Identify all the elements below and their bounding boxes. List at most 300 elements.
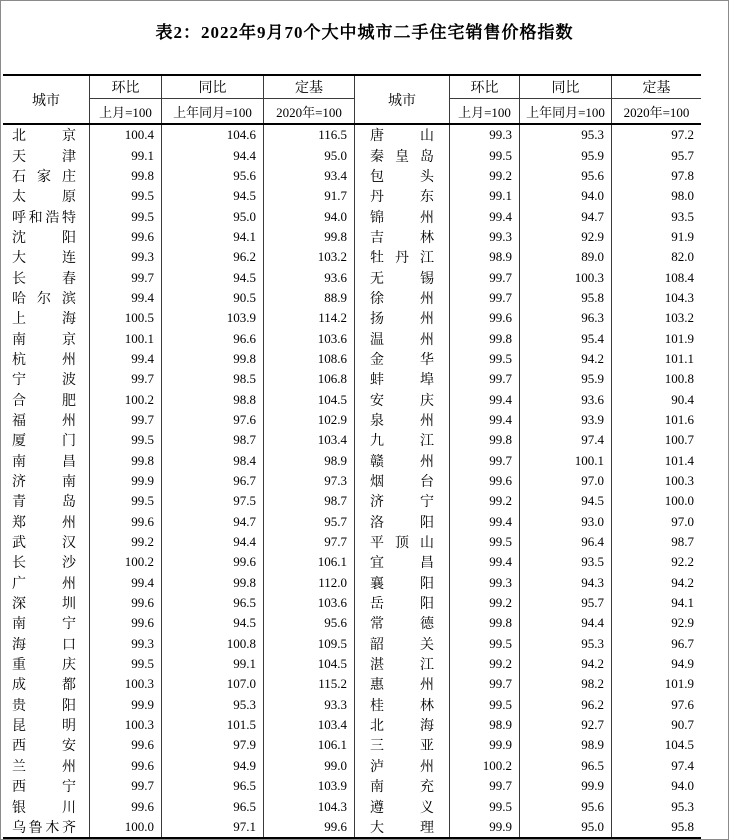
index-value-cell: 96.5 xyxy=(161,796,263,816)
index-value-cell: 99.7 xyxy=(89,776,161,796)
index-value-cell: 103.2 xyxy=(611,308,701,328)
city-cell xyxy=(354,674,449,694)
city-cell xyxy=(354,776,449,796)
city-cell xyxy=(354,654,449,674)
index-value-cell: 95.3 xyxy=(519,125,611,145)
city-name: 泉 州 xyxy=(370,413,434,429)
index-value-cell: 94.1 xyxy=(611,593,701,613)
index-value-cell: 104.3 xyxy=(263,796,354,816)
index-value-cell: 98.9 xyxy=(519,735,611,755)
index-value-cell: 95.7 xyxy=(611,145,701,165)
header-fixedbase-right: 定基 xyxy=(611,76,701,99)
index-value-cell: 104.5 xyxy=(263,654,354,674)
index-value-cell: 93.5 xyxy=(519,552,611,572)
city-cell xyxy=(354,817,449,837)
index-value-cell: 97.0 xyxy=(519,471,611,491)
index-value-cell: 100.8 xyxy=(161,634,263,654)
city-name: 合 肥 xyxy=(12,393,76,409)
index-value-cell: 98.7 xyxy=(611,532,701,552)
index-value-cell: 99.5 xyxy=(449,634,519,654)
city-name: 北 京 xyxy=(12,129,76,145)
subheader-yoy-base-left: 上年同月=100 xyxy=(161,99,263,123)
city-name: 洛 阳 xyxy=(370,515,434,531)
index-value-cell: 96.7 xyxy=(611,634,701,654)
index-value-cell: 97.4 xyxy=(519,430,611,450)
city-name: 平 顶 山 xyxy=(370,536,434,552)
index-value-cell: 99.7 xyxy=(449,267,519,287)
index-value-cell: 99.8 xyxy=(263,227,354,247)
index-value-cell: 100.7 xyxy=(611,430,701,450)
index-value-cell: 100.3 xyxy=(519,267,611,287)
index-value-cell: 97.0 xyxy=(611,512,701,532)
index-value-cell: 95.4 xyxy=(519,328,611,348)
city-name: 安 庆 xyxy=(370,393,434,409)
index-value-cell: 98.7 xyxy=(161,430,263,450)
city-name: 上 海 xyxy=(12,312,76,328)
subheader-yoy-base-right: 上年同月=100 xyxy=(519,99,611,123)
city-name: 温 州 xyxy=(370,332,434,348)
index-value-cell: 89.0 xyxy=(519,247,611,267)
index-value-cell: 99.5 xyxy=(89,206,161,226)
index-value-cell: 100.2 xyxy=(89,389,161,409)
city-name: 韶 关 xyxy=(370,637,434,653)
index-value-cell: 104.6 xyxy=(161,125,263,145)
city-cell xyxy=(3,451,89,471)
header-mom-right: 环比 xyxy=(449,76,519,99)
city-cell xyxy=(354,552,449,572)
city-name: 丹 东 xyxy=(370,190,434,206)
city-cell xyxy=(3,715,89,735)
city-name: 贵 阳 xyxy=(12,698,76,714)
index-value-cell: 99.8 xyxy=(89,451,161,471)
city-name: 惠 州 xyxy=(370,678,434,694)
city-name: 成 都 xyxy=(12,678,76,694)
index-value-cell: 104.5 xyxy=(611,735,701,755)
city-cell xyxy=(354,593,449,613)
city-name: 长 沙 xyxy=(12,556,76,572)
index-value-cell: 99.5 xyxy=(449,695,519,715)
index-value-cell: 99.6 xyxy=(89,512,161,532)
city-cell xyxy=(3,288,89,308)
table-title: 表2：2022年9月70个大中城市二手住宅销售价格指数 xyxy=(155,23,574,42)
city-cell xyxy=(354,186,449,206)
city-name: 西 宁 xyxy=(12,780,76,796)
index-value-cell: 95.6 xyxy=(263,613,354,633)
city-cell xyxy=(354,389,449,409)
index-value-cell: 99.3 xyxy=(449,227,519,247)
city-name: 秦 皇 岛 xyxy=(370,149,434,165)
index-value-cell: 103.4 xyxy=(263,715,354,735)
index-value-cell: 100.1 xyxy=(519,451,611,471)
city-cell xyxy=(3,552,89,572)
subheader-fixed-base-left: 2020年=100 xyxy=(263,99,354,123)
index-value-cell: 90.4 xyxy=(611,389,701,409)
city-name: 银 川 xyxy=(12,800,76,816)
index-value-cell: 99.6 xyxy=(263,817,354,837)
index-value-cell: 94.0 xyxy=(611,776,701,796)
subheader-fixed-base-right: 2020年=100 xyxy=(611,99,701,123)
city-name: 蚌 埠 xyxy=(370,373,434,389)
city-cell xyxy=(3,328,89,348)
city-name: 昆 明 xyxy=(12,719,76,735)
header-city-right: 城市 xyxy=(354,76,449,123)
index-value-cell: 101.1 xyxy=(611,349,701,369)
index-value-cell: 99.7 xyxy=(89,410,161,430)
city-name: 南 宁 xyxy=(12,617,76,633)
index-value-cell: 109.5 xyxy=(263,634,354,654)
city-name: 海 口 xyxy=(12,637,76,653)
city-cell xyxy=(3,206,89,226)
index-value-cell: 94.1 xyxy=(161,227,263,247)
city-name: 大 连 xyxy=(12,251,76,267)
city-cell xyxy=(354,410,449,430)
city-name: 重 庆 xyxy=(12,658,76,674)
city-name: 三 亚 xyxy=(370,739,434,755)
city-cell xyxy=(3,267,89,287)
index-value-cell: 99.3 xyxy=(89,634,161,654)
index-value-cell: 95.8 xyxy=(611,817,701,837)
city-name: 乌 鲁 木 齐 xyxy=(12,820,76,836)
index-value-cell: 95.3 xyxy=(161,695,263,715)
index-value-cell: 99.7 xyxy=(89,267,161,287)
index-value-cell: 99.2 xyxy=(89,532,161,552)
city-name: 武 汉 xyxy=(12,536,76,552)
index-value-cell: 92.9 xyxy=(611,613,701,633)
index-value-cell: 96.3 xyxy=(519,308,611,328)
index-value-cell: 106.8 xyxy=(263,369,354,389)
city-name: 常 德 xyxy=(370,617,434,633)
index-value-cell: 97.4 xyxy=(611,756,701,776)
city-cell xyxy=(354,227,449,247)
city-name: 南 京 xyxy=(12,332,76,348)
index-value-cell: 99.2 xyxy=(449,491,519,511)
index-value-cell: 96.6 xyxy=(161,328,263,348)
index-value-cell: 95.3 xyxy=(519,634,611,654)
index-value-cell: 99.4 xyxy=(89,288,161,308)
city-name: 南 充 xyxy=(370,780,434,796)
index-value-cell: 99.4 xyxy=(449,410,519,430)
city-cell xyxy=(354,206,449,226)
city-name: 宁 波 xyxy=(12,373,76,389)
city-cell xyxy=(354,247,449,267)
index-value-cell: 101.9 xyxy=(611,674,701,694)
index-value-cell: 99.5 xyxy=(89,430,161,450)
index-value-cell: 107.0 xyxy=(161,674,263,694)
index-value-cell: 94.4 xyxy=(161,145,263,165)
city-name: 福 州 xyxy=(12,413,76,429)
index-value-cell: 99.0 xyxy=(263,756,354,776)
index-value-cell: 94.2 xyxy=(611,573,701,593)
city-cell xyxy=(3,817,89,837)
city-cell xyxy=(354,125,449,145)
index-value-cell: 82.0 xyxy=(611,247,701,267)
index-value-cell: 90.7 xyxy=(611,715,701,735)
index-value-cell: 92.9 xyxy=(519,227,611,247)
index-value-cell: 94.2 xyxy=(519,349,611,369)
city-cell xyxy=(3,145,89,165)
index-value-cell: 99.6 xyxy=(89,227,161,247)
city-name: 兰 州 xyxy=(12,759,76,775)
city-cell xyxy=(3,776,89,796)
city-cell xyxy=(354,532,449,552)
index-value-cell: 99.4 xyxy=(89,349,161,369)
header-yoy-right: 同比 xyxy=(519,76,611,99)
city-cell xyxy=(354,796,449,816)
index-value-cell: 104.5 xyxy=(263,389,354,409)
index-value-cell: 93.9 xyxy=(519,410,611,430)
index-value-cell: 99.5 xyxy=(89,186,161,206)
index-value-cell: 93.0 xyxy=(519,512,611,532)
index-value-cell: 94.7 xyxy=(519,206,611,226)
index-value-cell: 99.9 xyxy=(449,735,519,755)
index-value-cell: 99.7 xyxy=(449,776,519,796)
city-name: 广 州 xyxy=(12,576,76,592)
index-value-cell: 94.5 xyxy=(161,186,263,206)
city-name: 无 锡 xyxy=(370,271,434,287)
index-value-cell: 100.8 xyxy=(611,369,701,389)
city-cell xyxy=(3,308,89,328)
index-value-cell: 99.1 xyxy=(161,654,263,674)
city-name: 遵 义 xyxy=(370,800,434,816)
index-value-cell: 95.7 xyxy=(519,593,611,613)
city-name: 湛 江 xyxy=(370,658,434,674)
index-value-cell: 95.6 xyxy=(519,166,611,186)
index-value-cell: 94.9 xyxy=(161,756,263,776)
index-value-cell: 99.4 xyxy=(449,512,519,532)
city-name: 郑 州 xyxy=(12,515,76,531)
city-name: 金 华 xyxy=(370,352,434,368)
city-cell xyxy=(3,410,89,430)
index-value-cell: 99.5 xyxy=(449,796,519,816)
index-value-cell: 96.5 xyxy=(161,593,263,613)
city-name: 南 昌 xyxy=(12,454,76,470)
index-value-cell: 93.4 xyxy=(263,166,354,186)
index-value-cell: 99.6 xyxy=(449,308,519,328)
city-name: 厦 门 xyxy=(12,434,76,450)
index-value-cell: 93.3 xyxy=(263,695,354,715)
subheader-mom-base-left: 上月=100 xyxy=(89,99,161,123)
index-value-cell: 96.2 xyxy=(519,695,611,715)
index-value-cell: 95.0 xyxy=(263,145,354,165)
index-value-cell: 94.0 xyxy=(263,206,354,226)
index-value-cell: 96.5 xyxy=(519,756,611,776)
index-value-cell: 99.7 xyxy=(449,288,519,308)
index-value-cell: 99.2 xyxy=(449,654,519,674)
city-name: 长 春 xyxy=(12,271,76,287)
city-cell xyxy=(3,369,89,389)
index-value-cell: 92.7 xyxy=(519,715,611,735)
index-value-cell: 99.5 xyxy=(89,654,161,674)
city-cell xyxy=(3,532,89,552)
city-cell xyxy=(3,796,89,816)
city-cell xyxy=(354,695,449,715)
city-cell xyxy=(354,349,449,369)
index-value-cell: 95.0 xyxy=(519,817,611,837)
index-value-cell: 94.5 xyxy=(161,267,263,287)
index-value-cell: 99.8 xyxy=(161,573,263,593)
index-value-cell: 104.3 xyxy=(611,288,701,308)
city-name: 宜 昌 xyxy=(370,556,434,572)
city-name: 哈 尔 滨 xyxy=(12,291,76,307)
index-value-cell: 96.7 xyxy=(161,471,263,491)
index-value-cell: 94.7 xyxy=(161,512,263,532)
city-cell xyxy=(354,613,449,633)
city-name: 锦 州 xyxy=(370,210,434,226)
index-value-cell: 108.4 xyxy=(611,267,701,287)
index-value-cell: 96.2 xyxy=(161,247,263,267)
index-value-cell: 99.8 xyxy=(449,430,519,450)
table-body xyxy=(3,125,701,840)
index-value-cell: 99.6 xyxy=(89,613,161,633)
index-value-cell: 100.0 xyxy=(611,491,701,511)
index-value-cell: 95.9 xyxy=(519,369,611,389)
index-value-cell: 99.9 xyxy=(519,776,611,796)
index-value-cell: 100.0 xyxy=(89,817,161,837)
city-name: 大 理 xyxy=(370,820,434,836)
city-cell xyxy=(354,715,449,735)
index-value-cell: 91.9 xyxy=(611,227,701,247)
city-cell xyxy=(354,166,449,186)
city-cell xyxy=(354,145,449,165)
city-cell xyxy=(3,613,89,633)
index-value-cell: 94.0 xyxy=(519,186,611,206)
header-city-left: 城市 xyxy=(32,93,60,109)
index-value-cell: 99.4 xyxy=(449,389,519,409)
index-value-cell: 100.5 xyxy=(89,308,161,328)
index-value-cell: 100.4 xyxy=(89,125,161,145)
index-value-cell: 99.8 xyxy=(161,349,263,369)
city-name: 济 宁 xyxy=(370,495,434,511)
index-value-cell: 103.9 xyxy=(161,308,263,328)
index-value-cell: 96.4 xyxy=(519,532,611,552)
city-name: 烟 台 xyxy=(370,475,434,491)
index-value-cell: 99.3 xyxy=(449,573,519,593)
index-value-cell: 99.5 xyxy=(449,349,519,369)
index-value-cell: 99.3 xyxy=(449,125,519,145)
city-name: 太 原 xyxy=(12,190,76,206)
index-value-cell: 103.6 xyxy=(263,328,354,348)
index-value-cell: 94.5 xyxy=(161,613,263,633)
city-cell xyxy=(3,125,89,145)
index-value-cell: 103.6 xyxy=(263,593,354,613)
index-value-cell: 99.1 xyxy=(89,145,161,165)
index-value-cell: 93.6 xyxy=(519,389,611,409)
city-name: 九 江 xyxy=(370,434,434,450)
index-value-cell: 95.0 xyxy=(161,206,263,226)
city-cell xyxy=(354,756,449,776)
index-value-cell: 100.3 xyxy=(89,715,161,735)
index-value-cell: 98.9 xyxy=(449,715,519,735)
city-name: 沈 阳 xyxy=(12,230,76,246)
index-value-cell: 93.6 xyxy=(263,267,354,287)
index-value-cell: 99.3 xyxy=(89,247,161,267)
index-value-cell: 98.8 xyxy=(161,389,263,409)
index-value-cell: 116.5 xyxy=(263,125,354,145)
index-value-cell: 99.6 xyxy=(89,796,161,816)
city-cell xyxy=(354,369,449,389)
city-cell xyxy=(3,247,89,267)
city-name: 徐 州 xyxy=(370,291,434,307)
city-cell xyxy=(3,654,89,674)
index-value-cell: 103.4 xyxy=(263,430,354,450)
city-name: 西 安 xyxy=(12,739,76,755)
index-value-cell: 96.5 xyxy=(161,776,263,796)
city-name: 牡 丹 江 xyxy=(370,251,434,267)
header-mom-left: 环比 xyxy=(89,76,161,99)
index-value-cell: 98.9 xyxy=(449,247,519,267)
index-value-cell: 99.9 xyxy=(89,471,161,491)
index-value-cell: 99.8 xyxy=(449,328,519,348)
index-value-cell: 112.0 xyxy=(263,573,354,593)
header-fixedbase-left: 定基 xyxy=(263,76,354,99)
index-value-cell: 99.5 xyxy=(449,532,519,552)
city-cell xyxy=(3,695,89,715)
index-value-cell: 106.1 xyxy=(263,735,354,755)
index-value-cell: 97.1 xyxy=(161,817,263,837)
city-name: 泸 州 xyxy=(370,759,434,775)
index-value-cell: 99.7 xyxy=(449,369,519,389)
index-value-cell: 99.4 xyxy=(449,552,519,572)
index-value-cell: 98.0 xyxy=(611,186,701,206)
index-value-cell: 100.3 xyxy=(611,471,701,491)
index-value-cell: 98.7 xyxy=(263,491,354,511)
city-cell xyxy=(354,288,449,308)
index-value-cell: 97.6 xyxy=(611,695,701,715)
city-name: 扬 州 xyxy=(370,312,434,328)
city-cell xyxy=(354,471,449,491)
index-value-cell: 100.2 xyxy=(449,756,519,776)
city-cell xyxy=(3,491,89,511)
city-cell xyxy=(3,735,89,755)
city-cell xyxy=(3,349,89,369)
city-name: 唐 山 xyxy=(370,129,434,145)
index-value-cell: 99.6 xyxy=(89,593,161,613)
city-cell xyxy=(3,227,89,247)
index-value-cell: 99.2 xyxy=(449,166,519,186)
index-value-cell: 99.8 xyxy=(89,166,161,186)
city-cell xyxy=(354,573,449,593)
index-value-cell: 95.6 xyxy=(519,796,611,816)
city-cell xyxy=(3,573,89,593)
index-value-cell: 101.9 xyxy=(611,328,701,348)
city-name: 包 头 xyxy=(370,169,434,185)
index-value-cell: 99.5 xyxy=(89,491,161,511)
city-cell xyxy=(354,491,449,511)
index-value-cell: 115.2 xyxy=(263,674,354,694)
index-value-cell: 99.4 xyxy=(449,206,519,226)
city-name: 深 圳 xyxy=(12,597,76,613)
index-value-cell: 95.6 xyxy=(161,166,263,186)
city-cell xyxy=(354,430,449,450)
header-yoy-left: 同比 xyxy=(161,76,263,99)
index-value-cell: 100.2 xyxy=(89,552,161,572)
index-value-cell: 99.7 xyxy=(89,369,161,389)
index-value-cell: 94.5 xyxy=(519,491,611,511)
index-value-cell: 97.5 xyxy=(161,491,263,511)
price-index-table xyxy=(3,74,701,840)
index-value-cell: 99.5 xyxy=(449,145,519,165)
index-value-cell: 94.3 xyxy=(519,573,611,593)
index-value-cell: 100.1 xyxy=(89,328,161,348)
city-name: 吉 林 xyxy=(370,230,434,246)
index-value-cell: 93.5 xyxy=(611,206,701,226)
city-name: 天 津 xyxy=(12,149,76,165)
index-value-cell: 90.5 xyxy=(161,288,263,308)
city-cell xyxy=(3,166,89,186)
city-cell xyxy=(3,471,89,491)
index-value-cell: 99.1 xyxy=(449,186,519,206)
city-name: 济 南 xyxy=(12,475,76,491)
